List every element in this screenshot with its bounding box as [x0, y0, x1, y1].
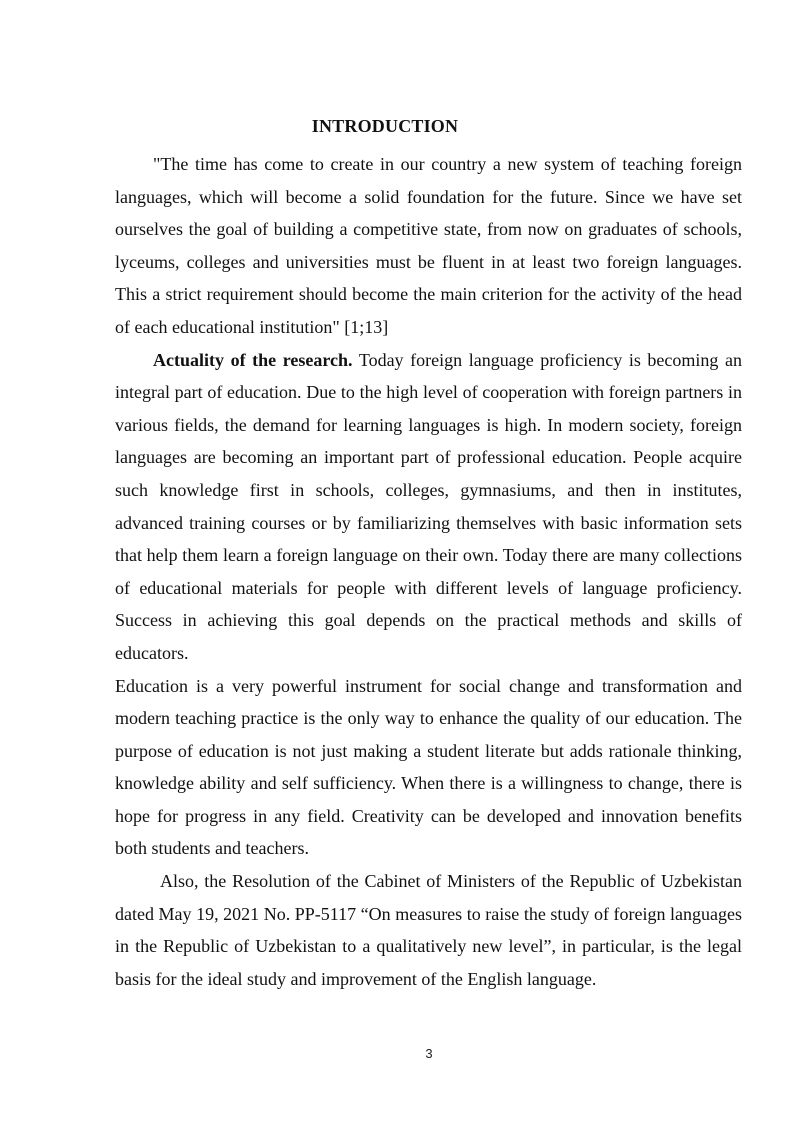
paragraph-text: Also, the Resolution of the Cabinet of Ministers of the Republic of Uzbekistan dated May 19, 2021 No. PP-5117 “On measures to raise the study of foreign languages in the Republic of Uzbekistan to a qualitatively new level”, in particular, is the legal basis for the ideal study and improvement of the English language.	[115, 871, 742, 989]
paragraph-text: Education is a very powerful instrument for social change and transformation and modern teaching practice is the only way to enhance the quality of our education. The purpose of education is not just making a student literate but adds rationale thinking, knowledge ability and self sufficiency. When there is a willingness to change, there is hope for progress in any field. Creativity can be developed and innovation benefits both students and teachers.	[115, 675, 742, 859]
section-lead: Actuality of the research.	[153, 349, 353, 370]
paragraph-text: Today foreign language proficiency is becoming an integral part of education. Due to the high level of cooperation with foreign partners in various fields, the demand for learning languages is high. In modern society, foreign languages are becoming an important part of professional education. People acquire such knowledge first in schools, colleges, gymnasiums, and then in institutes, advanced training courses or by familiarizing themselves with basic information sets that help them learn a foreign language on their own. Today there are many collections of educational materials for people with different levels of language proficiency. Success in achieving this goal depends on the practical methods and skills of educators.	[115, 349, 742, 663]
paragraph-text: "The time has come to create in our country a new system of teaching foreign languages, which will become a solid foundation for the future. Since we have set ourselves the goal of building a competitive state, from now on graduates of schools, lyceums, colleges and universities must be fluent in at least two foreign languages. This a strict requirement should become the main criterion for the activity of the head of each educational institution" [1;13]	[115, 154, 742, 337]
page-title: INTRODUCTION	[311, 116, 459, 136]
education-paragraph	[115, 670, 742, 866]
quote-paragraph	[115, 148, 742, 344]
resolution-paragraph	[115, 865, 742, 995]
page-number: 3	[425, 1046, 433, 1061]
actuality-paragraph	[115, 344, 742, 670]
body-text	[115, 148, 742, 995]
